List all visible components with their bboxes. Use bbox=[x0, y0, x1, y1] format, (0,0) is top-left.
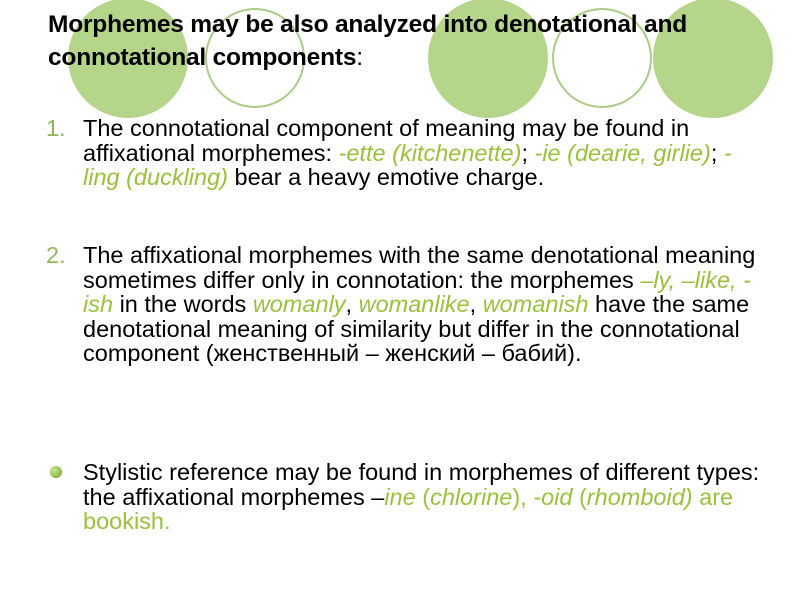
list-item-2-text: The affixational morphemes with the same denotational meaning sometimes differ only in connotation: the morphemes –ly, –like, -ish in the words womanly, womanlike, womanish have the same denotational meaning of similarity but differ in the connotational component (женственный – женский – бабий). bbox=[83, 242, 756, 367]
list-number-2: 2. bbox=[46, 242, 66, 268]
list-item-1-text: The connotational component of meaning may be found in affixational morphemes: -ette (kitchenette); -ie (dearie, girlie); -ling (duckling) bear a heavy emotive charge. bbox=[83, 115, 732, 191]
bullet-icon bbox=[50, 466, 62, 478]
slide-title-colon: : bbox=[356, 44, 363, 71]
slide-title-text: Morphemes may be also analyzed into denotational and connotational components bbox=[48, 11, 687, 71]
slide-title bbox=[48, 8, 788, 74]
list-number-1: 1. bbox=[46, 115, 66, 141]
list-item-3-text: Stylistic reference may be found in morphemes of different types: the affixational morphemes –ine (chlorine), -oid (rhomboid) are bookish. bbox=[83, 459, 760, 535]
